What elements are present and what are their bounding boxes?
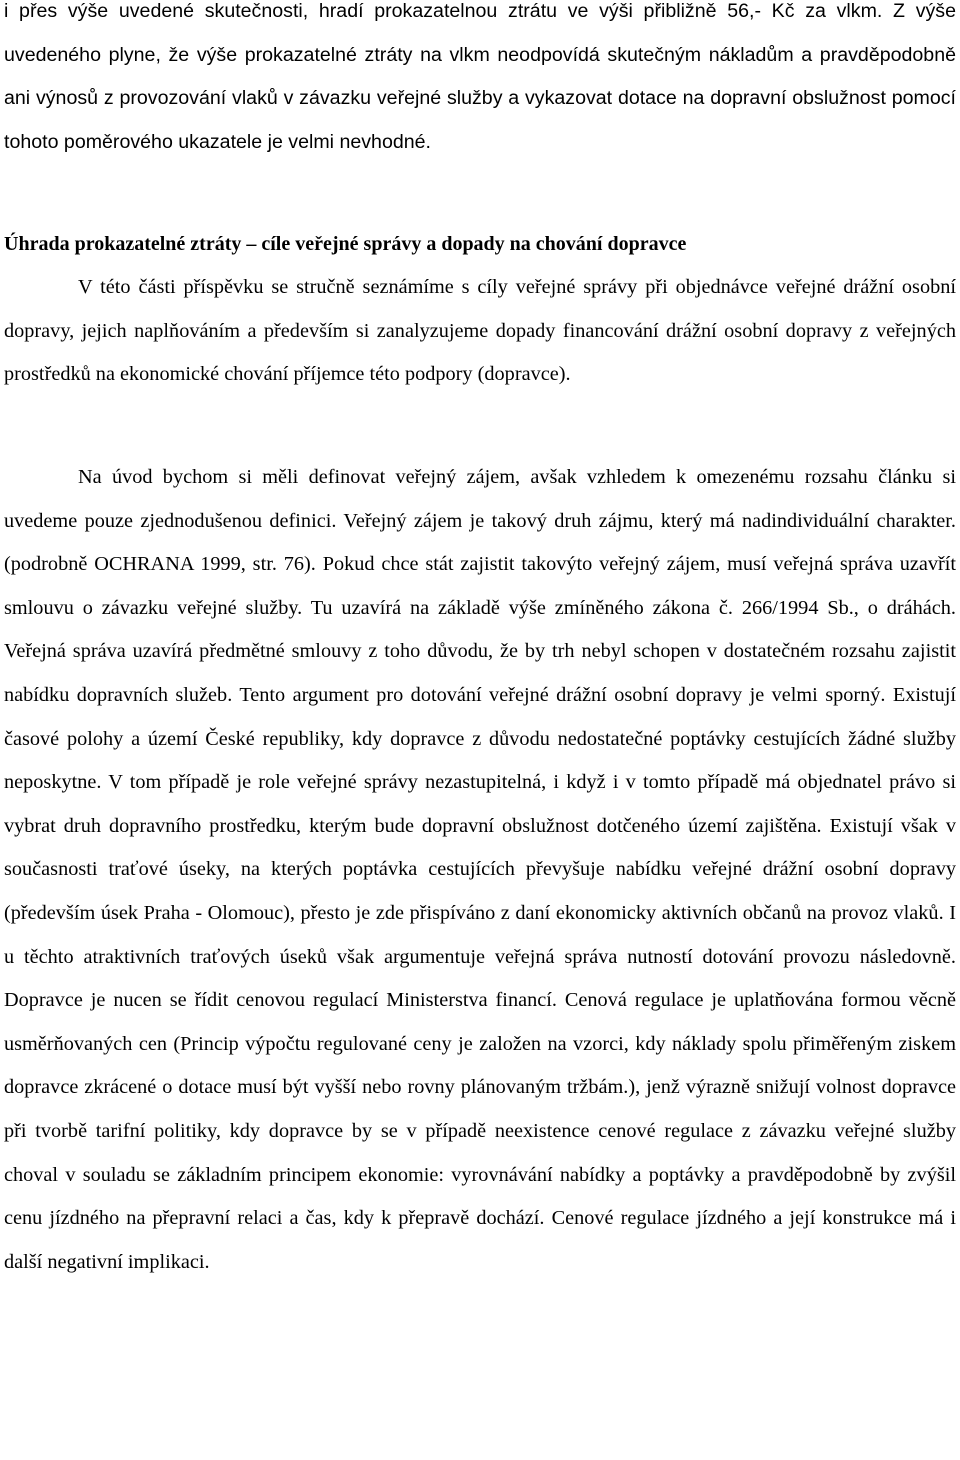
main-sentence-9: Existují však v současnosti traťové úseky, na kterých poptávka cestujících převyšuje nabídku veřejné drážní osobní dopravy (především úsek Praha - Olomouc), přesto je zde přispíváno z daní ekonomicky aktivních občanů na provoz vlaků. [4,814,956,924]
main-paragraph [4,456,956,1284]
main-sentence-2: Veřejný zájem je takový druh zájmu, který má nadindividuální charakter. (podrobně OCHRANA 1999, str. 76). [4,509,957,576]
main-sentence-13: Cenové regulace jízdného a její konstrukce má i další negativní implikaci. [4,1207,956,1273]
main-sentence-5: Veřejná správa uzavírá předmětné smlouvy z toho důvodu, že by trh nebyl schopen v dostatečném rozsahu zajistit nabídku dopravních služeb. [4,640,956,706]
main-sentence-12: Cenová regulace je uplatňována formou věcně usměrňovaných cen (Princip výpočtu regulované ceny je založen na vzorci, kdy náklady spolu přiměřeným ziskem dopravce zkrácené o dotace musí být vyšší nebo rovny plánovaným tržbám.), jenž výrazně snižují volnost dopravce při tvorbě tarifní politiky, kdy dopravce by se v případě neexistence cenové regulace z závazku veřejné služby choval v souladu se základním principem ekonomie: vyrovnávání nabídky a poptávky a pravděpodobně by zvýšil cenu jízdného na přepravní relaci a čas, kdy k přepravě dochází. [4,989,956,1230]
main-sentence-11: Dopravce je nucen se řídit cenovou regulací Ministerstva financí. [4,989,565,1012]
document-page [4,0,957,1273]
main-sentence-4: Tu uzavírá na základě výše zmíněného zákona č. 266/1994 Sb., o dráhách. [310,596,956,619]
main-sentence-1: Na úvod bychom si měli definovat veřejný zájem, avšak vzhledem k omezenému rozsahu článku si uvedeme pouze zjednodušenou definici. [4,466,956,532]
main-sentence-8: V tom případě je role veřejné správy nezastupitelná, i když i v tomto případě má objednatel právo si vybrat druh dopravního prostředku, kterým bude dopravní obslužnost dotčeného území zajištěna. [4,771,956,837]
section-heading: Úhrada prokazatelné ztráty – cíle veřejné správy a dopady na chování dopravce [4,233,687,255]
main-sentence-7: Existují časové polohy a území České republiky, kdy dopravce z důvodu nedostatečné poptávky cestujících žádné služby neposkytne. [4,683,956,794]
intro-paragraph: V této části příspěvku se stručně seznámíme s cíly veřejné správy při objednávce veřejné drážní osobní dopravy, jejich naplňováním a především si zanalyzujeme dopady financování drážní osobní dopravy z veřejných prostředků na ekonomické chování příjemce této podpory (dopravce). [4,276,956,386]
top-paragraph: i přes výše uvedené skutečnosti, hradí prokazatelnou ztrátu ve výši přibližně 56,- Kč za vlkm. Z výše uvedeného plyne, že výše prokazatelné ztráty na vlkm neodpovídá skutečným nákladům a pravděpodobně ani výnosů z provozování vlaků v závazku veřejné služby a vykazovat dotace na dopravní obslužnost pomocí tohoto poměrového ukazatele je velmi nevhodné. [4,0,956,154]
main-sentence-3: Pokud chce stát zajistit takovýto veřejný zájem, musí veřejná správa uzavřít smlouvu o závazku veřejné služby. [4,553,957,619]
main-sentence-10: I u těchto atraktivních traťových úseků však argumentuje veřejná správa nutností dotování provozu následovně. [4,901,956,968]
main-sentence-6: Tento argument pro dotování veřejné drážní osobní dopravy je velmi sporný. [239,683,893,706]
